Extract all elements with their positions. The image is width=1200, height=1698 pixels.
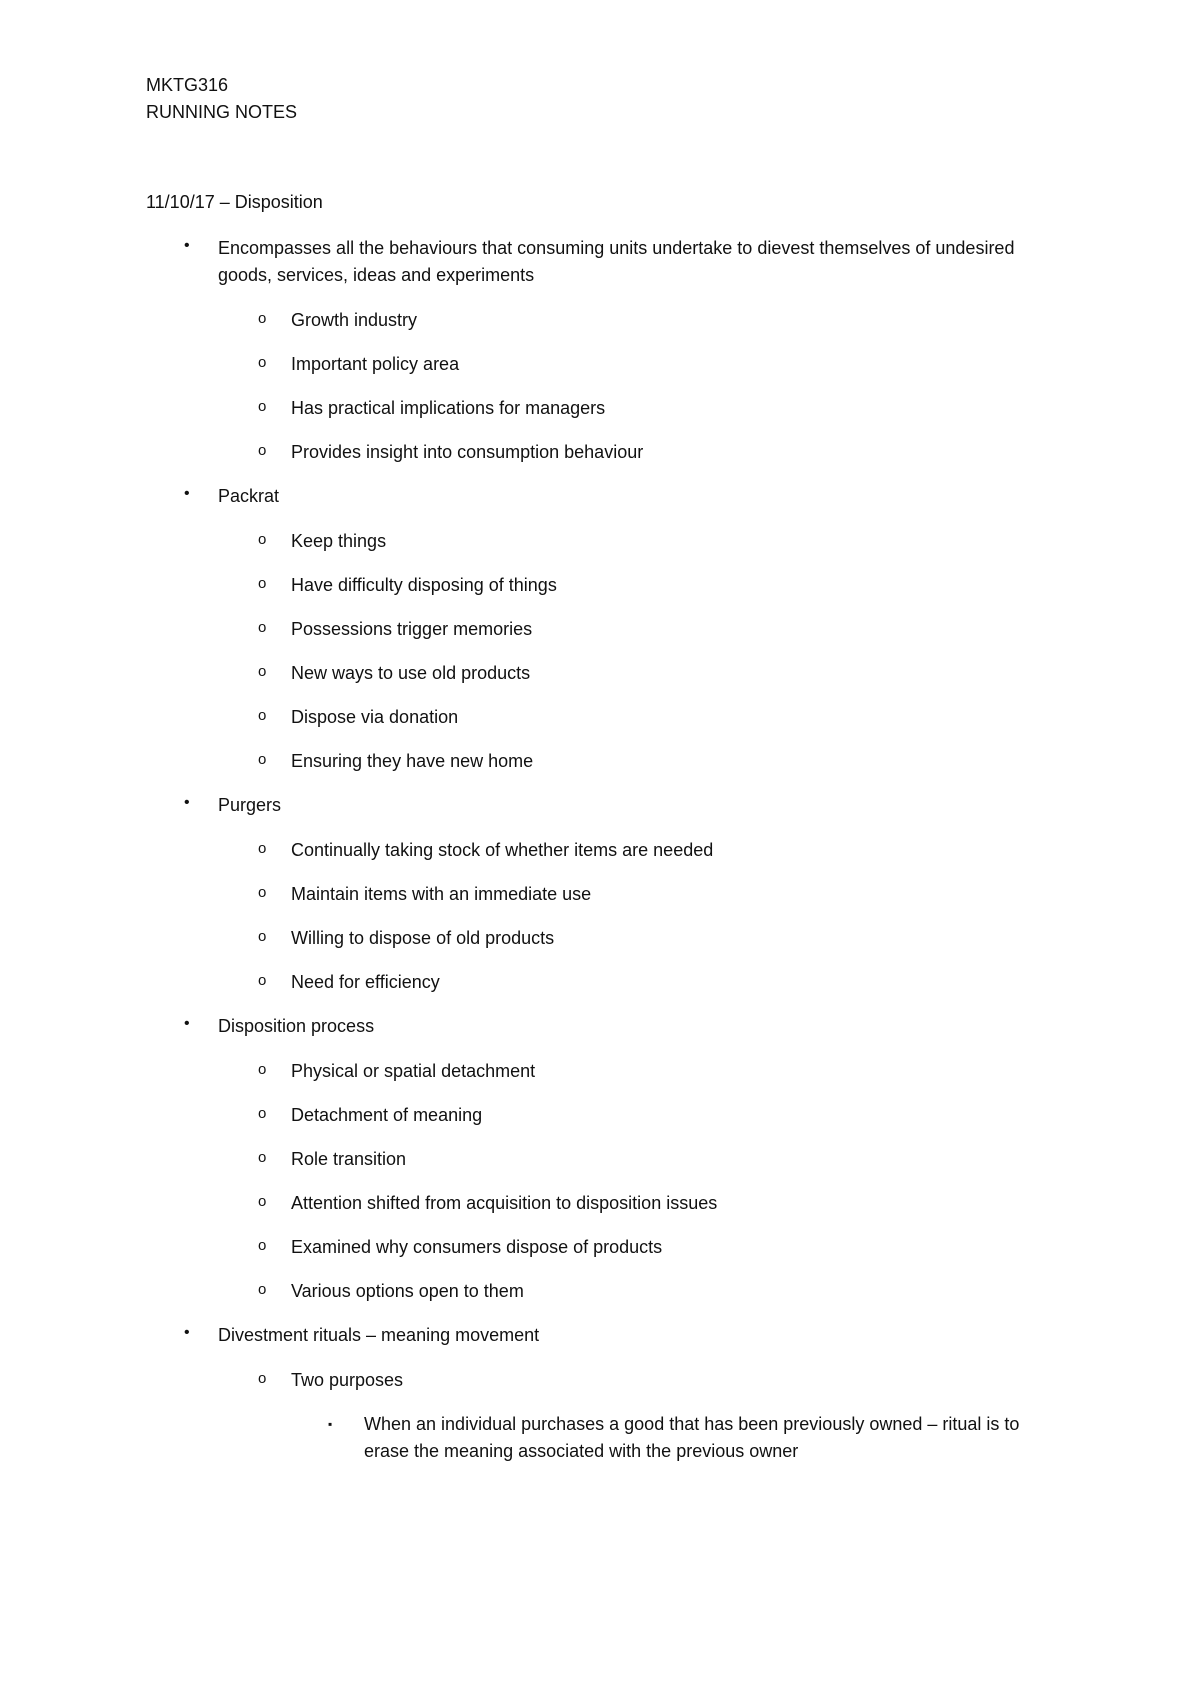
bullet-text: Detachment of meaning — [291, 1105, 483, 1125]
sub-bullet-item — [258, 1058, 1051, 1085]
circle-bullet-marker: o — [258, 1237, 267, 1254]
bullet-text: Important policy area — [291, 354, 460, 374]
document-subtitle: RUNNING NOTES — [146, 102, 298, 122]
sub-bullet-item — [258, 351, 1051, 378]
bullet-marker: • — [184, 485, 190, 502]
bullet-marker: • — [184, 1324, 190, 1341]
bullet-text: Examined why consumers dispose of products — [291, 1237, 663, 1257]
bullet-item — [184, 483, 1038, 510]
circle-bullet-marker: o — [258, 310, 267, 327]
circle-bullet-marker: o — [258, 884, 267, 901]
bullet-text: Various options open to them — [291, 1281, 524, 1301]
bullet-text: Keep things — [291, 531, 387, 551]
circle-bullet-marker: o — [258, 619, 267, 636]
sub-bullet-item — [258, 616, 1051, 643]
sub-bullet-item — [258, 837, 1051, 864]
circle-bullet-marker: o — [258, 575, 267, 592]
sub-bullet-item — [258, 748, 1051, 775]
bullet-item — [184, 235, 1038, 289]
sub-bullet-item — [258, 1102, 1051, 1129]
bullet-marker: • — [184, 794, 190, 811]
bullet-text: Provides insight into consumption behaviour — [291, 442, 644, 462]
bullet-text: Willing to dispose of old products — [291, 928, 555, 948]
sub-bullet-item — [258, 881, 1051, 908]
bullet-text: Disposition process — [218, 1016, 375, 1036]
sub-bullet-item — [258, 704, 1051, 731]
bullet-text: Have difficulty disposing of things — [291, 575, 557, 595]
bullet-text: Packrat — [218, 486, 280, 506]
circle-bullet-marker: o — [258, 707, 267, 724]
sub-bullet-item — [258, 439, 1051, 466]
sub-bullet-item — [258, 660, 1051, 687]
circle-bullet-marker: o — [258, 751, 267, 768]
bullet-text: Ensuring they have new home — [291, 751, 534, 771]
bullet-text: Physical or spatial detachment — [291, 1061, 536, 1081]
bullet-text: Growth industry — [291, 310, 418, 330]
circle-bullet-marker: o — [258, 1105, 267, 1122]
circle-bullet-marker: o — [258, 663, 267, 680]
circle-bullet-marker: o — [258, 354, 267, 371]
circle-bullet-marker: o — [258, 840, 267, 857]
bullet-text: Maintain items with an immediate use — [291, 884, 592, 904]
bullet-text: Purgers — [218, 795, 282, 815]
course-code: MKTG316 — [146, 75, 229, 95]
circle-bullet-marker: o — [258, 1061, 267, 1078]
sub-bullet-item — [258, 969, 1051, 996]
sub-bullet-item — [258, 307, 1051, 334]
bullet-text: Encompasses all the behaviours that consuming units undertake to dievest themselves of undesired goods, services, ideas and experiments — [218, 238, 1015, 285]
sub-bullet-item — [258, 925, 1051, 952]
square-bullet-marker: ▪ — [328, 1417, 333, 1431]
bullet-text: Divestment rituals – meaning movement — [218, 1325, 540, 1345]
bullet-marker: • — [184, 237, 190, 254]
notes-list — [0, 235, 1200, 1482]
bullet-text: When an individual purchases a good that has been previously owned – ritual is to erase the meaning associated with the previous owner — [364, 1414, 1020, 1461]
circle-bullet-marker: o — [258, 398, 267, 415]
sub-bullet-item — [258, 1146, 1051, 1173]
sub-bullet-item — [258, 1367, 1051, 1394]
date-heading: 11/10/17 – Disposition — [146, 192, 323, 212]
bullet-text: Need for efficiency — [291, 972, 440, 992]
circle-bullet-marker: o — [258, 928, 267, 945]
sub-bullet-item — [258, 1190, 1051, 1217]
bullet-text: Dispose via donation — [291, 707, 459, 727]
sub-sub-bullet-item — [328, 1411, 1024, 1465]
bullet-text: Two purposes — [291, 1370, 404, 1390]
bullet-item — [184, 792, 1038, 819]
circle-bullet-marker: o — [258, 1149, 267, 1166]
bullet-text: Has practical implications for managers — [291, 398, 606, 418]
sub-bullet-item — [258, 572, 1051, 599]
sub-bullet-item — [258, 1278, 1051, 1305]
bullet-text: Role transition — [291, 1149, 407, 1169]
bullet-text: Attention shifted from acquisition to disposition issues — [291, 1193, 718, 1213]
sub-bullet-item — [258, 528, 1051, 555]
bullet-text: Continually taking stock of whether items are needed — [291, 840, 714, 860]
circle-bullet-marker: o — [258, 442, 267, 459]
circle-bullet-marker: o — [258, 1281, 267, 1298]
circle-bullet-marker: o — [258, 531, 267, 548]
circle-bullet-marker: o — [258, 1370, 267, 1387]
sub-bullet-item — [258, 1234, 1051, 1261]
bullet-marker: • — [184, 1015, 190, 1032]
bullet-text: Possessions trigger memories — [291, 619, 533, 639]
bullet-text: New ways to use old products — [291, 663, 531, 683]
circle-bullet-marker: o — [258, 1193, 267, 1210]
document-header — [146, 72, 297, 126]
bullet-item — [184, 1322, 1038, 1349]
sub-bullet-item — [258, 395, 1051, 422]
bullet-item — [184, 1013, 1038, 1040]
circle-bullet-marker: o — [258, 972, 267, 989]
